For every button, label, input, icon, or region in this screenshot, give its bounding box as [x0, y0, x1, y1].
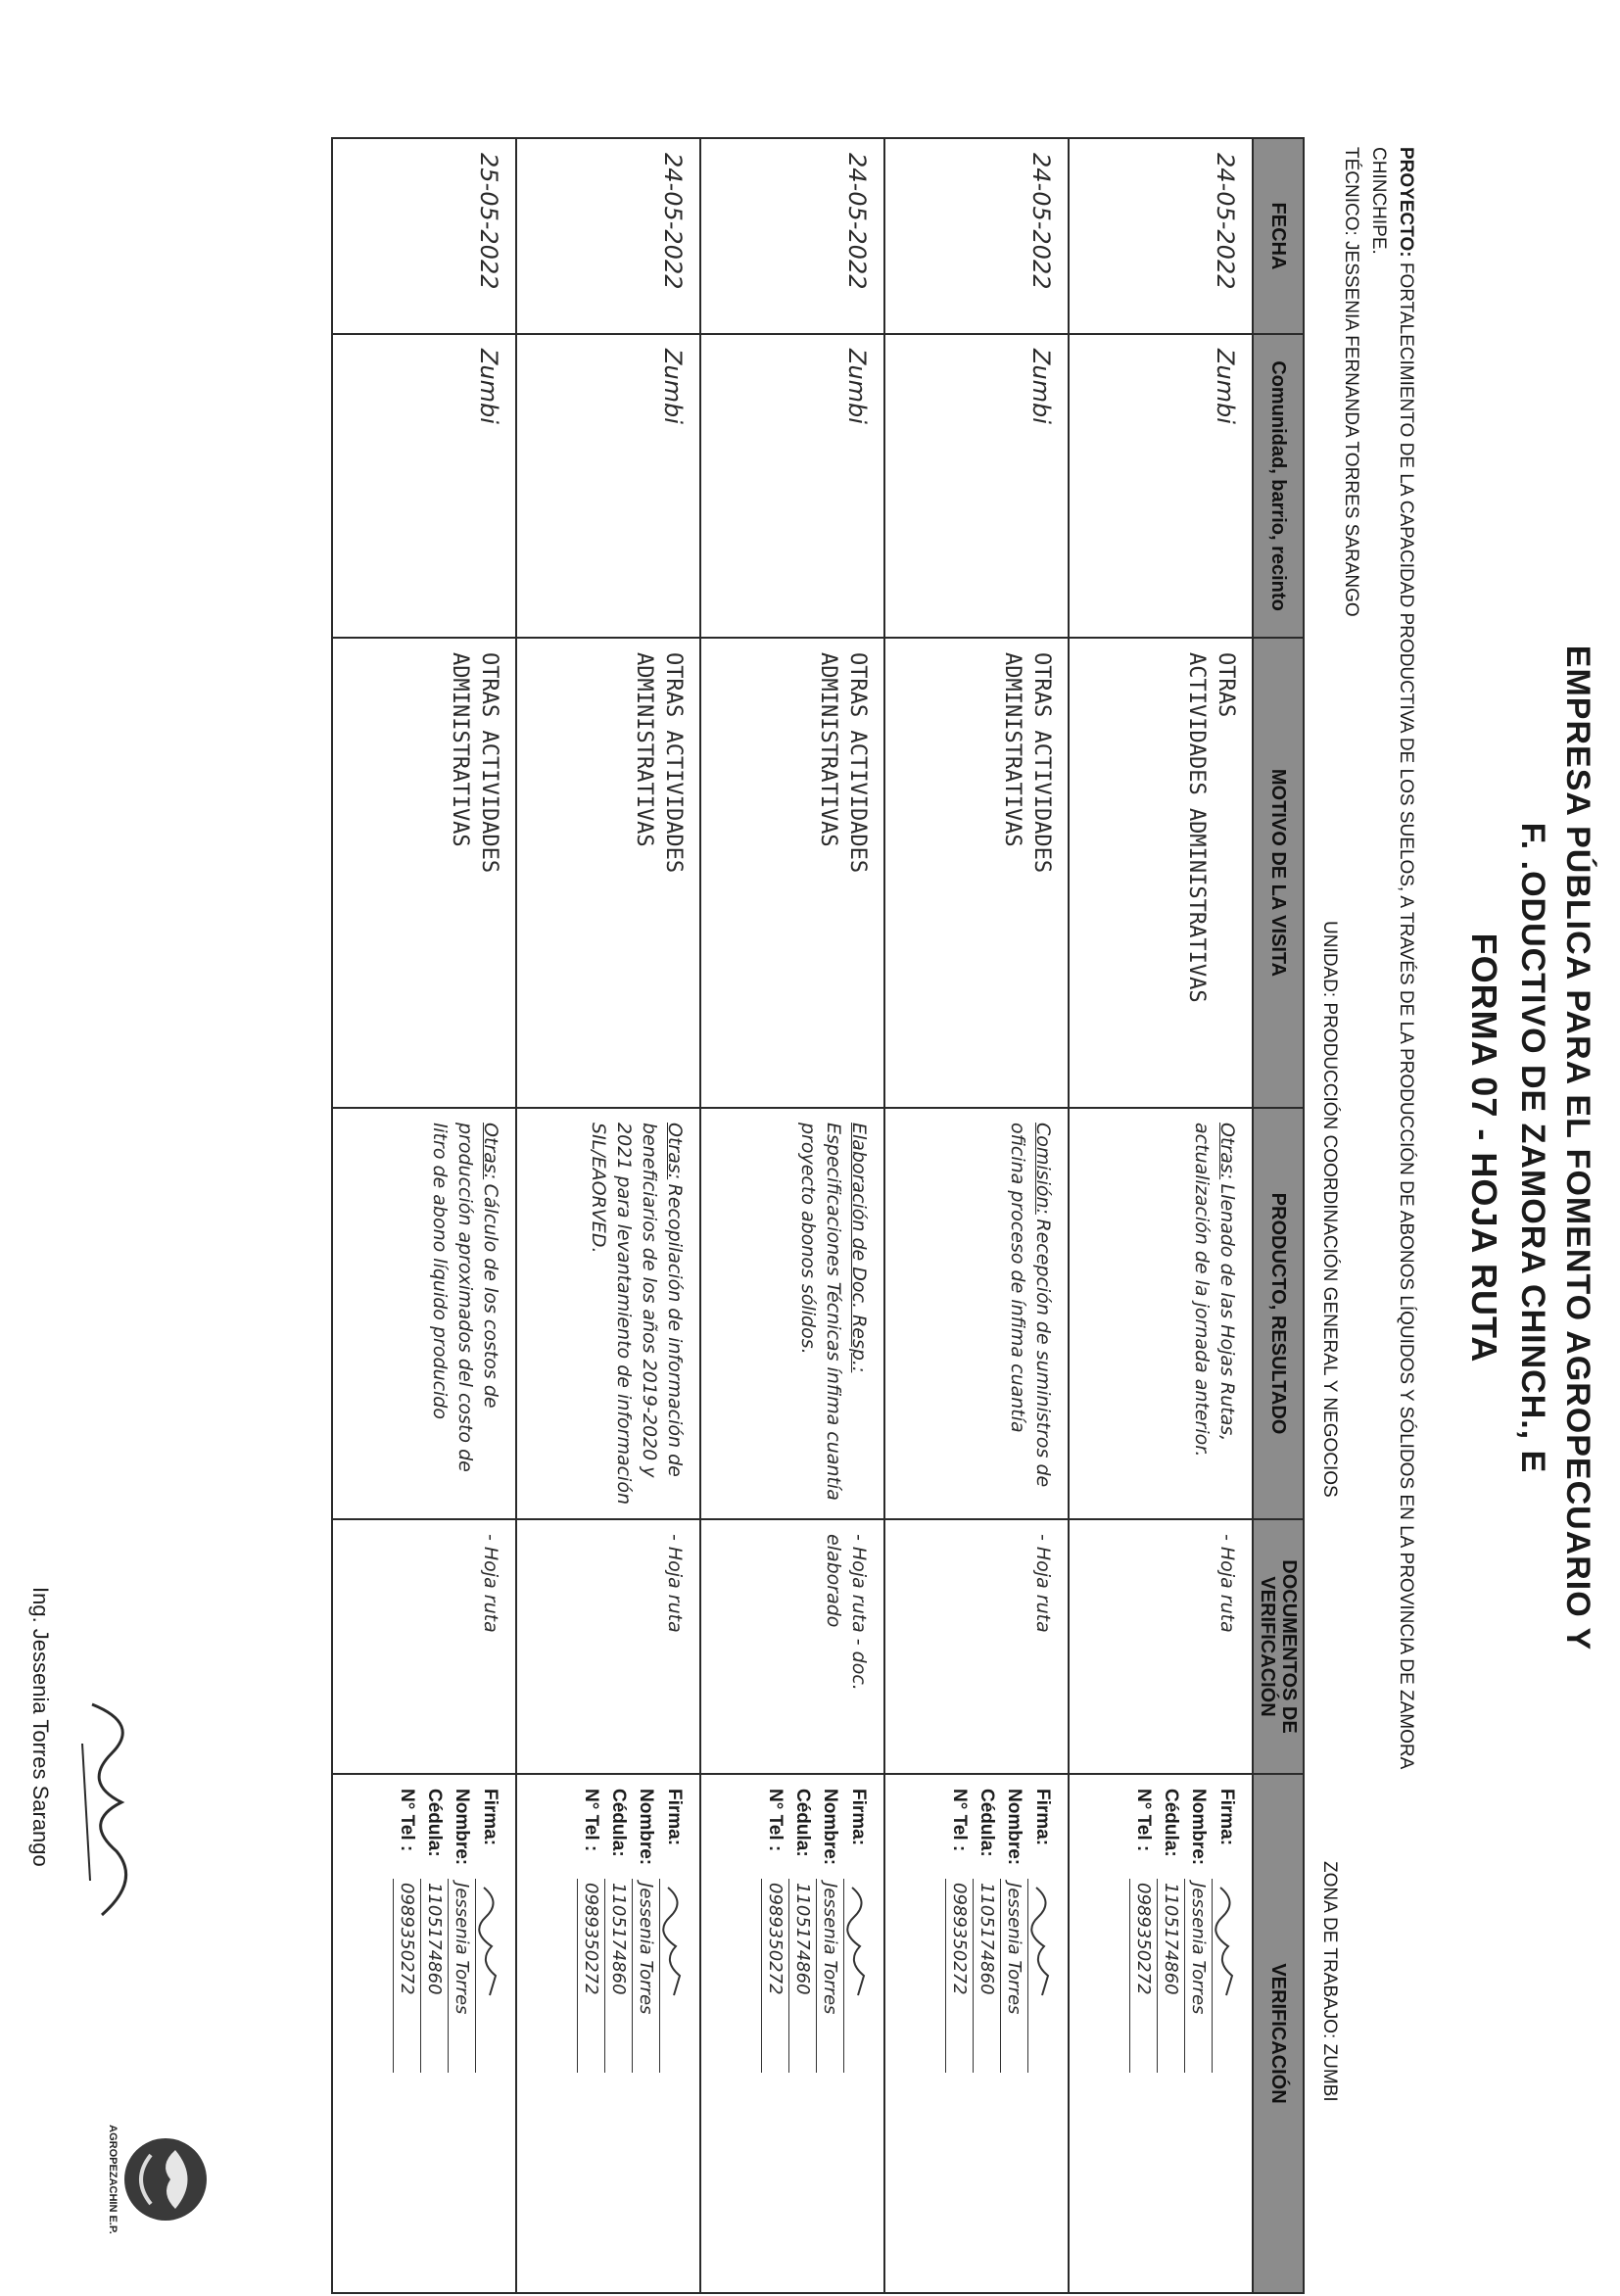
cell-verificacion — [516, 1774, 700, 2293]
documento-value: - Hoja ruta — [1032, 1534, 1054, 1633]
proyecto-label: PROYECTO: — [1396, 147, 1416, 258]
nombre-label: Nombre: — [1004, 1789, 1024, 1866]
signature — [659, 1879, 688, 2073]
motivo-line-1: OTRAS ACTIVIDADES — [477, 652, 501, 874]
cedula-label: Cédula: — [1161, 1789, 1181, 1857]
cell-documentos — [1069, 1519, 1253, 1774]
cedula-value: 1105174860 — [788, 1879, 816, 2073]
cell-producto — [332, 1108, 516, 1519]
firma-label: Firma: — [848, 1789, 869, 1846]
documento-value: - Hoja ruta - doc. elaborado — [823, 1534, 870, 1691]
motivo-line-1: OTRAS ACTIVIDADES — [1029, 652, 1054, 874]
cedula-label: Cédula: — [608, 1789, 629, 1857]
cell-fecha — [884, 138, 1069, 334]
fecha-value: 25-05-2022 — [475, 153, 502, 290]
producto-heading: Elaboración de Doc. Resp.: — [848, 1123, 870, 1373]
signature — [475, 1879, 503, 2073]
col-motivo: MOTIVO DE LA VISITA — [1253, 638, 1304, 1108]
cell-documentos — [700, 1519, 884, 1774]
cell-motivo — [1069, 638, 1253, 1108]
zona-line: ZONA DE TRABAJO: ZUMBI — [1319, 1861, 1340, 2102]
cedula-label: Cédula: — [424, 1789, 445, 1857]
tel-value: 0989350272 — [577, 1879, 604, 2073]
comunidad-value: Zumbi — [475, 349, 502, 424]
unidad-line: UNIDAD: PRODUCCIÓN COORDINACIÓN GENERAL Y NEGOCIOS — [1319, 921, 1340, 1498]
cedula-label: Cédula: — [792, 1789, 813, 1857]
motivo-line-2: ADMINISTRATIVAS — [632, 652, 656, 847]
comunidad-value: Zumbi — [843, 349, 871, 424]
cedula-value: 1105174860 — [604, 1879, 632, 2073]
table-row — [516, 138, 700, 2293]
cell-producto — [1069, 1108, 1253, 1519]
hoja-ruta-table — [331, 137, 1305, 2294]
comunidad-value: Zumbi — [659, 349, 687, 424]
comunidad-value: Zumbi — [1027, 349, 1055, 424]
cell-motivo — [332, 638, 516, 1108]
table-row — [332, 138, 516, 2293]
cell-comunidad — [700, 334, 884, 638]
motivo-line-1: OTRAS ACTIVIDADES — [845, 652, 870, 874]
firma-label: Firma: — [664, 1789, 685, 1846]
title-line-1: EMPRESA PÚBLICA PARA EL FOMENTO AGROPECUARIO Y — [1559, 645, 1596, 1651]
footer-signature — [63, 1685, 151, 1939]
nombre-value: Jessenia Torres — [632, 1879, 659, 2073]
firma-label: Firma: — [1216, 1789, 1237, 1846]
cell-verificacion — [1069, 1774, 1253, 2293]
producto-value: Recopilación de información de beneficiarios de los años 2019-2020 y 2021 para levantamiento de información SIL/EAORVED. — [588, 1123, 686, 1505]
tel-label: N° Tel : — [581, 1789, 601, 1852]
cell-comunidad — [332, 334, 516, 638]
documento-value: - Hoja ruta — [480, 1534, 501, 1633]
tel-value: 0989350272 — [1129, 1879, 1157, 2073]
nombre-label: Nombre: — [636, 1789, 656, 1866]
cell-comunidad — [1069, 334, 1253, 638]
cell-comunidad — [516, 334, 700, 638]
fecha-value: 24-05-2022 — [1027, 153, 1055, 290]
cell-verificacion — [332, 1774, 516, 2293]
cell-documentos — [516, 1519, 700, 1774]
cell-fecha — [700, 138, 884, 334]
title-form-name: FORMA 07 - HOJA RUTA — [1464, 933, 1504, 1363]
signature — [1027, 1879, 1056, 2073]
cedula-label: Cédula: — [977, 1789, 997, 1857]
proyecto-continuation: CHINCHIPE. — [1368, 147, 1389, 255]
nombre-value: Jessenia Torres — [1000, 1879, 1027, 2073]
motivo-line-2: ADMINISTRATIVAS — [816, 652, 840, 847]
proyecto-value: FORTALECIMIENTO DE LA CAPACIDAD PRODUCTIVA DE LOS SUELOS, A TRAVÉS DE LA PRODUCCIÓN DE ABONOS LÍQUIDOS Y SÓLIDOS EN LA PROVINCIA DE ZAMORA — [1396, 262, 1416, 1770]
nombre-label: Nombre: — [452, 1789, 472, 1866]
producto-value: Recepción de suministros de oficina proceso de ínfima cuantía — [1007, 1123, 1054, 1488]
table-header-row — [1253, 138, 1304, 2293]
col-documentos: DOCUMENTOS DE VERIFICACIÓN — [1253, 1519, 1304, 1774]
tel-label: N° Tel : — [765, 1789, 786, 1852]
footer-name: Ing. Jessenia Torres Sarango — [28, 1587, 53, 1867]
col-comunidad: Comunidad, barrio, recinto — [1253, 334, 1304, 638]
col-producto: PRODUCTO, RESULTADO — [1253, 1108, 1304, 1519]
producto-heading: Comisión: — [1032, 1123, 1054, 1215]
signature — [1212, 1879, 1240, 2073]
proyecto-line — [1395, 147, 1416, 2253]
cedula-value: 1105174860 — [1157, 1879, 1184, 2073]
producto-heading: Otras: — [664, 1123, 686, 1180]
documento-value: - Hoja ruta — [664, 1534, 686, 1633]
fecha-value: 24-05-2022 — [843, 153, 871, 290]
signature — [843, 1879, 872, 2073]
cell-motivo — [700, 638, 884, 1108]
cell-motivo — [516, 638, 700, 1108]
table-row — [884, 138, 1069, 2293]
cell-producto — [700, 1108, 884, 1519]
documento-value: - Hoja ruta — [1216, 1534, 1238, 1633]
cell-producto — [884, 1108, 1069, 1519]
motivo-line-1: OTRAS — [1214, 652, 1238, 718]
cell-producto — [516, 1108, 700, 1519]
nombre-value: Jessenia Torres — [448, 1879, 475, 2073]
tel-label: N° Tel : — [949, 1789, 970, 1852]
cell-fecha — [1069, 138, 1253, 334]
comunidad-value: Zumbi — [1212, 349, 1239, 424]
producto-value: Cálculo de los costos de producción aproximados del costo de litro de abono líquido producido — [429, 1123, 501, 1472]
motivo-line-2: ADMINISTRATIVAS — [1000, 652, 1024, 847]
cell-documentos — [884, 1519, 1069, 1774]
producto-value: Llenado de las Hojas Rutas, actualización de la jornada anterior. — [1191, 1123, 1238, 1458]
tel-label: N° Tel : — [397, 1789, 417, 1852]
cell-fecha — [332, 138, 516, 334]
cedula-value: 1105174860 — [420, 1879, 448, 2073]
cell-motivo — [884, 638, 1069, 1108]
col-verificacion: VERIFICACIÓN — [1253, 1774, 1304, 2293]
col-fecha: FECHA — [1253, 138, 1304, 334]
cell-fecha — [516, 138, 700, 334]
nombre-value: Jessenia Torres — [816, 1879, 843, 2073]
tel-value: 0989350272 — [761, 1879, 788, 2073]
firma-label: Firma: — [1032, 1789, 1053, 1846]
table-row — [1069, 138, 1253, 2293]
producto-heading: Otras: — [480, 1123, 501, 1180]
motivo-line-2: ACTIVIDADES ADMINISTRATIVAS — [1184, 652, 1209, 1003]
cell-verificacion — [700, 1774, 884, 2293]
title-line-2: F. .ODUCTIVO DE ZAMORA CHINCH., E — [1514, 822, 1551, 1474]
cell-comunidad — [884, 334, 1069, 638]
agropezachin-logo — [92, 2096, 219, 2263]
tecnico-line: TÉCNICO: JESSENIA FERNANDA TORRES SARANGO — [1341, 147, 1361, 617]
nombre-label: Nombre: — [1188, 1789, 1209, 1866]
cell-verificacion — [884, 1774, 1069, 2293]
cedula-value: 1105174860 — [973, 1879, 1000, 2073]
tel-label: N° Tel : — [1133, 1789, 1154, 1852]
logo-text: AGROPEZACHIN E.P. — [107, 2125, 119, 2234]
fecha-value: 24-05-2022 — [659, 153, 687, 290]
nombre-value: Jessenia Torres — [1184, 1879, 1212, 2073]
fecha-value: 24-05-2022 — [1212, 153, 1239, 290]
producto-heading: Otras: — [1216, 1123, 1238, 1180]
tel-value: 0989350272 — [393, 1879, 420, 2073]
cell-documentos — [332, 1519, 516, 1774]
tel-value: 0989350272 — [945, 1879, 973, 2073]
table-row — [700, 138, 884, 2293]
motivo-line-2: ADMINISTRATIVAS — [448, 652, 472, 847]
firma-label: Firma: — [480, 1789, 500, 1846]
nombre-label: Nombre: — [820, 1789, 840, 1866]
producto-value: Especificaciones Técnicas ínfima cuantía proyecto abonos sólidos. — [797, 1123, 844, 1501]
motivo-line-1: OTRAS ACTIVIDADES — [661, 652, 686, 874]
